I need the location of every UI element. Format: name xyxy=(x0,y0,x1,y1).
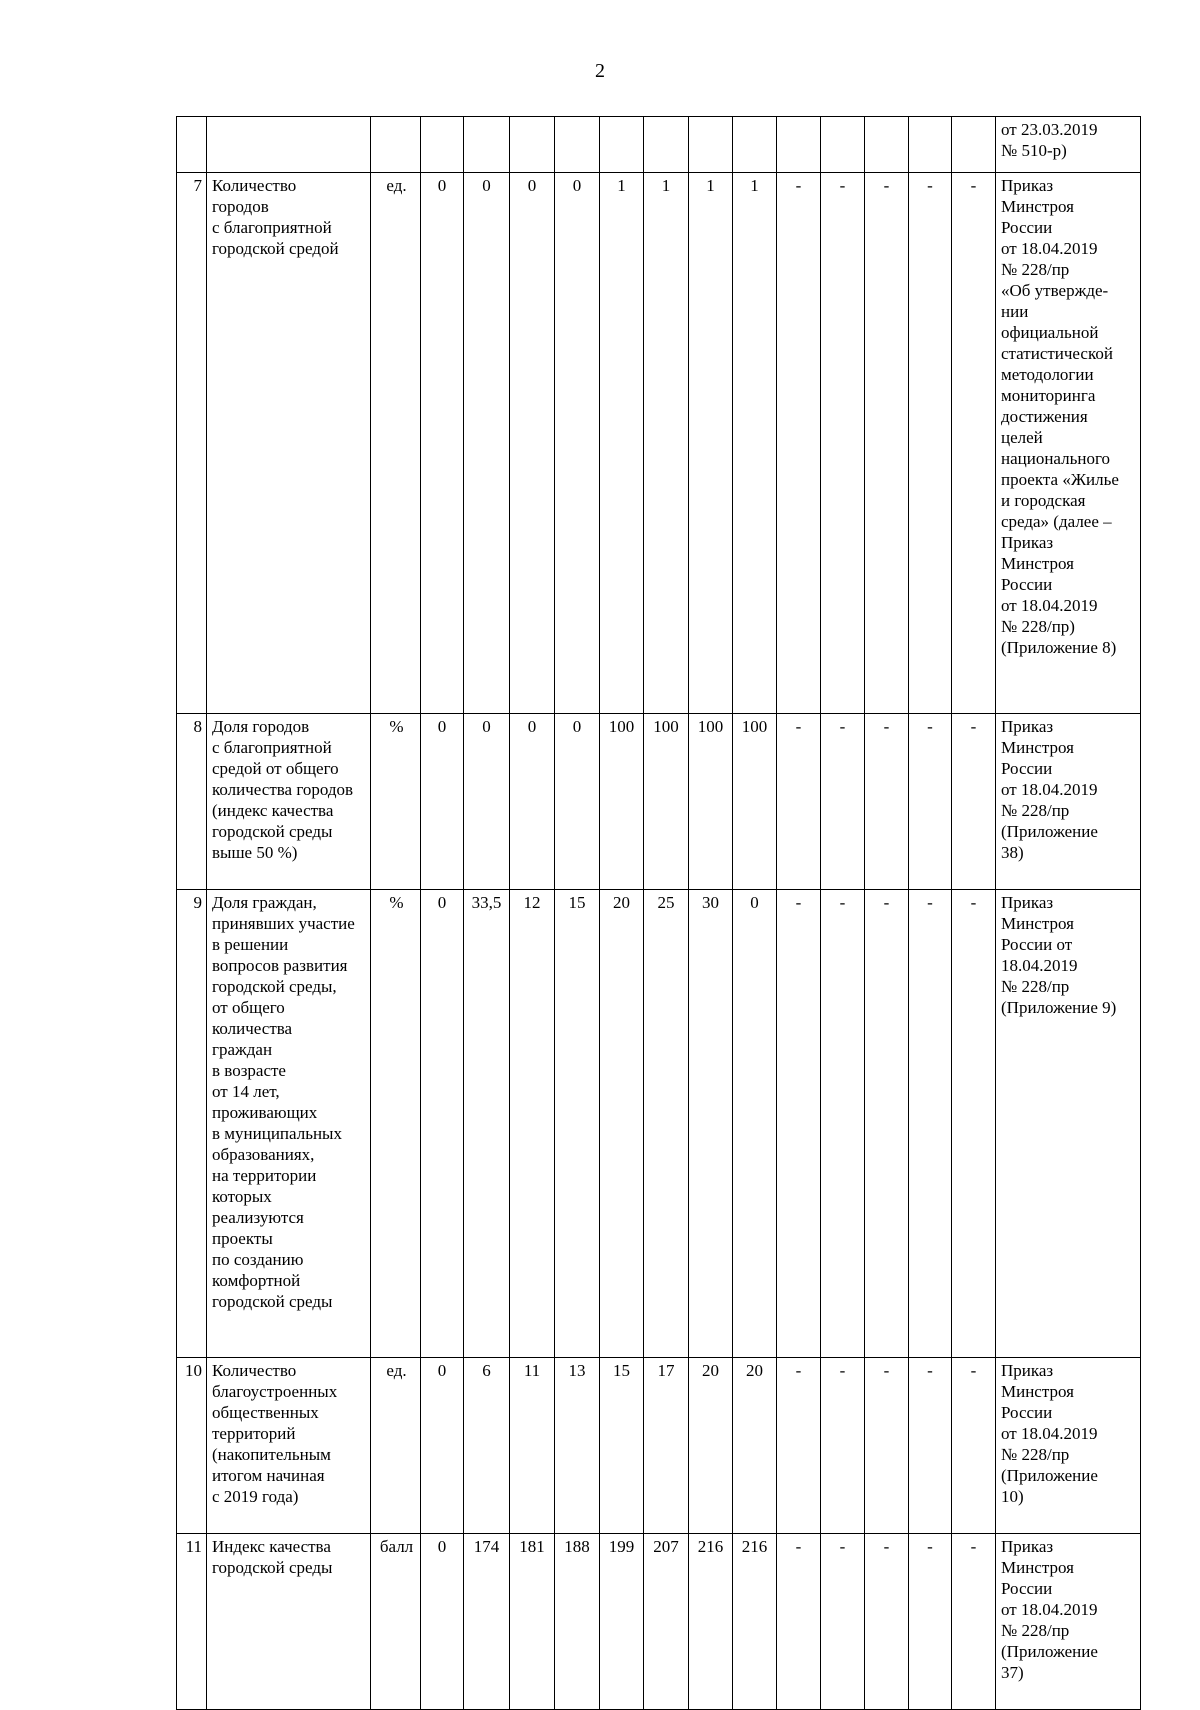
value-cell: - xyxy=(777,1358,821,1534)
value-cell: - xyxy=(777,173,821,714)
source-cell: Приказ Минстроя России от 18.04.2019 № 228/пр «Об утвержде- нии официальной статистической методологии мониторинга достижения целей национального проекта «Жилье и городская среда» (далее – Приказ Минстроя России от 18.04.2019 № 228/пр) (Приложение 8) xyxy=(996,173,1141,714)
value-cell: - xyxy=(909,890,952,1358)
value-cell: - xyxy=(865,714,909,890)
value-cell: 0 xyxy=(421,1358,464,1534)
value-cell: 0 xyxy=(555,173,600,714)
empty-cell xyxy=(733,117,777,173)
value-cell: 199 xyxy=(600,1534,644,1710)
value-cell: 20 xyxy=(733,1358,777,1534)
value-cell: 100 xyxy=(733,714,777,890)
value-cell: 216 xyxy=(733,1534,777,1710)
empty-cell xyxy=(689,117,733,173)
value-cell: 207 xyxy=(644,1534,689,1710)
value-cell: 0 xyxy=(464,714,510,890)
value-cell: - xyxy=(865,1534,909,1710)
indicator-name-cell: Доля граждан, принявших участие в решении вопросов развития городской среды, от общего количества граждан в возрасте от 14 лет, проживающих в муниципальных образованиях, на территории которых реализуются проекты по созданию комфортной городской среды xyxy=(207,890,371,1358)
table-row xyxy=(177,714,1141,890)
indicator-name-cell: Количество городов с благоприятной городской средой xyxy=(207,173,371,714)
value-cell: - xyxy=(865,890,909,1358)
unit-cell: % xyxy=(371,714,421,890)
empty-cell xyxy=(207,117,371,173)
row-number-cell: 7 xyxy=(177,173,207,714)
value-cell: - xyxy=(777,1534,821,1710)
value-cell: - xyxy=(909,714,952,890)
empty-cell xyxy=(777,117,821,173)
value-cell: 0 xyxy=(421,714,464,890)
empty-cell xyxy=(600,117,644,173)
value-cell: 6 xyxy=(464,1358,510,1534)
table-row xyxy=(177,1534,1141,1710)
value-cell: 0 xyxy=(510,714,555,890)
value-cell: - xyxy=(865,173,909,714)
unit-cell: балл xyxy=(371,1534,421,1710)
value-cell: 100 xyxy=(600,714,644,890)
empty-cell xyxy=(371,117,421,173)
empty-cell xyxy=(865,117,909,173)
table-row xyxy=(177,890,1141,1358)
value-cell: 0 xyxy=(421,1534,464,1710)
empty-cell xyxy=(644,117,689,173)
row-number-cell: 10 xyxy=(177,1358,207,1534)
value-cell: 1 xyxy=(600,173,644,714)
value-cell: 100 xyxy=(689,714,733,890)
source-cell: Приказ Минстроя России от 18.04.2019 № 228/пр (Приложение 10) xyxy=(996,1358,1141,1534)
value-cell: 0 xyxy=(555,714,600,890)
value-cell: - xyxy=(821,1534,865,1710)
unit-cell: ед. xyxy=(371,1358,421,1534)
value-cell: 20 xyxy=(600,890,644,1358)
empty-cell xyxy=(555,117,600,173)
indicator-name-cell: Индекс качества городской среды xyxy=(207,1534,371,1710)
value-cell: 100 xyxy=(644,714,689,890)
source-cell: Приказ Минстроя России от 18.04.2019 № 228/пр (Приложение 9) xyxy=(996,890,1141,1358)
value-cell: 17 xyxy=(644,1358,689,1534)
value-cell: - xyxy=(777,714,821,890)
value-cell: - xyxy=(777,890,821,1358)
value-cell: - xyxy=(865,1358,909,1534)
value-cell: 20 xyxy=(689,1358,733,1534)
empty-cell xyxy=(464,117,510,173)
value-cell: 0 xyxy=(421,173,464,714)
value-cell: - xyxy=(952,1534,996,1710)
value-cell: 25 xyxy=(644,890,689,1358)
value-cell: 216 xyxy=(689,1534,733,1710)
value-cell: 188 xyxy=(555,1534,600,1710)
value-cell: - xyxy=(952,890,996,1358)
value-cell: 30 xyxy=(689,890,733,1358)
value-cell: 0 xyxy=(510,173,555,714)
row-number-cell: 8 xyxy=(177,714,207,890)
value-cell: 33,5 xyxy=(464,890,510,1358)
indicators-table xyxy=(176,116,1141,1710)
empty-cell xyxy=(909,117,952,173)
source-cell: Приказ Минстроя России от 18.04.2019 № 228/пр (Приложение 38) xyxy=(996,714,1141,890)
source-cell: от 23.03.2019 № 510-р) xyxy=(996,117,1141,173)
unit-cell: % xyxy=(371,890,421,1358)
unit-cell: ед. xyxy=(371,173,421,714)
value-cell: - xyxy=(952,1358,996,1534)
value-cell: 12 xyxy=(510,890,555,1358)
row-number-cell: 11 xyxy=(177,1534,207,1710)
empty-cell xyxy=(421,117,464,173)
indicator-name-cell: Доля городов с благоприятной средой от общего количества городов (индекс качества городской среды выше 50 %) xyxy=(207,714,371,890)
table-row xyxy=(177,1358,1141,1534)
value-cell: - xyxy=(821,714,865,890)
indicator-name-cell: Количество благоустроенных общественных территорий (накопительным итогом начиная с 2019 года) xyxy=(207,1358,371,1534)
row-number-cell: 9 xyxy=(177,890,207,1358)
value-cell: 11 xyxy=(510,1358,555,1534)
value-cell: 0 xyxy=(421,890,464,1358)
continuation-row xyxy=(177,117,1141,173)
value-cell: - xyxy=(821,173,865,714)
empty-cell xyxy=(510,117,555,173)
value-cell: - xyxy=(952,173,996,714)
value-cell: - xyxy=(821,890,865,1358)
value-cell: 1 xyxy=(733,173,777,714)
value-cell: 1 xyxy=(644,173,689,714)
value-cell: - xyxy=(909,173,952,714)
value-cell: - xyxy=(909,1534,952,1710)
page-number: 2 xyxy=(595,60,605,82)
value-cell: 181 xyxy=(510,1534,555,1710)
value-cell: - xyxy=(821,1358,865,1534)
empty-cell xyxy=(821,117,865,173)
value-cell: - xyxy=(909,1358,952,1534)
source-cell: Приказ Минстроя России от 18.04.2019 № 228/пр (Приложение 37) xyxy=(996,1534,1141,1710)
table-row xyxy=(177,173,1141,714)
value-cell: 0 xyxy=(733,890,777,1358)
value-cell: 15 xyxy=(555,890,600,1358)
value-cell: 174 xyxy=(464,1534,510,1710)
empty-cell xyxy=(177,117,207,173)
value-cell: 15 xyxy=(600,1358,644,1534)
value-cell: - xyxy=(952,714,996,890)
value-cell: 0 xyxy=(464,173,510,714)
value-cell: 13 xyxy=(555,1358,600,1534)
value-cell: 1 xyxy=(689,173,733,714)
empty-cell xyxy=(952,117,996,173)
